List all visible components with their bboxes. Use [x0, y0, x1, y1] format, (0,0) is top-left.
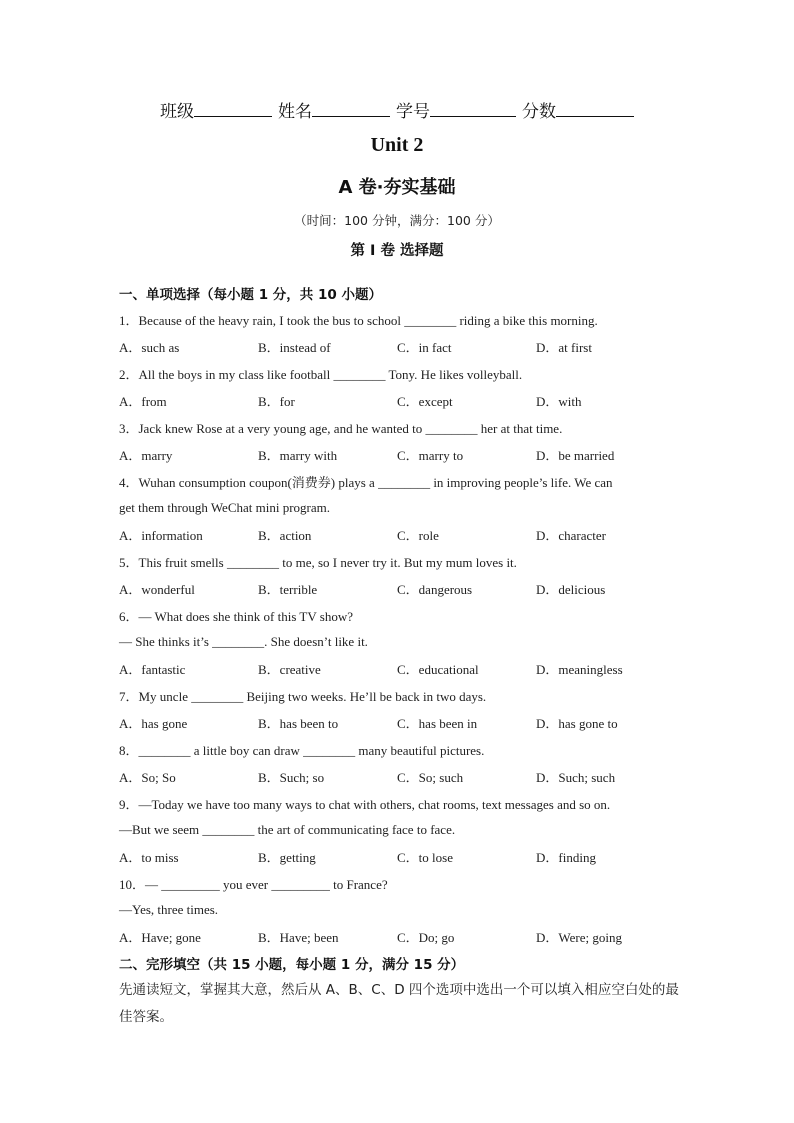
answer-option[interactable]: A．from — [119, 394, 167, 409]
question-item — [119, 307, 689, 361]
page-subtitle: A 卷·夯实基础 — [338, 177, 456, 198]
answer-options — [119, 334, 689, 361]
answer-option[interactable]: C．Do; go — [397, 930, 455, 945]
question-stem: 5．This fruit smells ________ to me, so I never try it. But my mum loves it. — [119, 555, 517, 570]
answer-option[interactable]: D．with — [536, 394, 582, 409]
question-item — [119, 737, 689, 791]
answer-option[interactable]: A．information — [119, 528, 203, 543]
question-item — [119, 791, 689, 871]
student-id-label: 学号 — [396, 102, 430, 122]
answer-option[interactable]: D．Such; such — [536, 770, 616, 785]
answer-option[interactable]: A．such as — [119, 340, 180, 355]
answer-option[interactable]: B．action — [258, 528, 312, 543]
answer-options — [119, 522, 689, 549]
question-stem: 6．— What does she think of this TV show? — [119, 609, 353, 624]
answer-option[interactable]: A．fantastic — [119, 662, 186, 677]
answer-option[interactable]: B．terrible — [258, 582, 318, 597]
name-field[interactable] — [312, 100, 390, 117]
answer-options — [119, 388, 689, 415]
question-item — [119, 549, 689, 603]
question-item — [119, 415, 689, 469]
score-field[interactable] — [556, 100, 634, 117]
answer-options — [119, 442, 689, 469]
answer-option[interactable]: B．Have; been — [258, 930, 339, 945]
answer-option[interactable]: A．marry — [119, 448, 173, 463]
time-note: （时间：100 分钟，满分：100 分） — [294, 213, 500, 228]
answer-option[interactable]: A．So; So — [119, 770, 176, 785]
answer-options — [119, 924, 689, 951]
question-stem: 4．Wuhan consumption coupon(消费券) plays a ________ in improving people’s life. We can — [119, 475, 613, 490]
question-item — [119, 469, 689, 549]
answer-option[interactable]: D．finding — [536, 850, 596, 865]
answer-option[interactable]: C．except — [397, 394, 453, 409]
volume-title: 第 I 卷 选择题 — [350, 243, 444, 259]
exam-content — [119, 283, 689, 1031]
answer-option[interactable]: C．So; such — [397, 770, 464, 785]
answer-option[interactable]: A．wonderful — [119, 582, 195, 597]
question-item — [119, 361, 689, 415]
page-title: Unit 2 — [370, 134, 424, 156]
answer-option[interactable]: C．to lose — [397, 850, 453, 865]
cloze-instruction: 先通读短文，掌握其大意，然后从 A、B、C、D 四个选项中选出一个可以填入相应空白处的最佳答案。 — [119, 982, 679, 1025]
answer-option[interactable]: C．educational — [397, 662, 479, 677]
question-item — [119, 683, 689, 737]
question-stem-continued: — She thinks it’s ________. She doesn’t like it. — [119, 634, 368, 649]
answer-option[interactable]: D．at first — [536, 340, 592, 355]
answer-option[interactable]: B．has been to — [258, 716, 339, 731]
answer-options — [119, 656, 689, 683]
answer-option[interactable]: D．delicious — [536, 582, 606, 597]
class-label: 班级 — [160, 102, 194, 122]
answer-option[interactable]: B．instead of — [258, 340, 331, 355]
question-list — [119, 307, 689, 951]
answer-options — [119, 844, 689, 871]
question-item — [119, 603, 689, 683]
question-stem-continued: get them through WeChat mini program. — [119, 500, 331, 515]
question-stem-continued: —Yes, three times. — [119, 902, 219, 917]
answer-option[interactable]: B．Such; so — [258, 770, 325, 785]
question-stem: 9．—Today we have too many ways to chat with others, chat rooms, text messages and so on. — [119, 797, 611, 812]
question-stem-continued: —But we seem ________ the art of communicating face to face. — [119, 822, 456, 837]
answer-option[interactable]: C．marry to — [397, 448, 464, 463]
answer-option[interactable]: C．has been in — [397, 716, 478, 731]
score-label: 分数 — [522, 102, 556, 122]
question-item — [119, 871, 689, 951]
answer-option[interactable]: A．to miss — [119, 850, 179, 865]
answer-option[interactable]: C．role — [397, 528, 439, 543]
question-stem: 3．Jack knew Rose at a very young age, and he wanted to ________ her at that time. — [119, 421, 563, 436]
answer-option[interactable]: B．creative — [258, 662, 321, 677]
answer-options — [119, 764, 689, 791]
question-stem: 10．— _________ you ever _________ to France? — [119, 877, 388, 892]
answer-option[interactable]: A．has gone — [119, 716, 188, 731]
answer-option[interactable]: D．meaningless — [536, 662, 623, 677]
question-stem: 2．All the boys in my class like football ________ Tony. He likes volleyball. — [119, 367, 523, 382]
class-field[interactable] — [194, 100, 272, 117]
question-stem: 8．________ a little boy can draw ________ many beautiful pictures. — [119, 743, 485, 758]
answer-option[interactable]: B．getting — [258, 850, 316, 865]
name-label: 姓名 — [278, 102, 312, 122]
question-stem: 7．My uncle ________ Beijing two weeks. He’ll be back in two days. — [119, 689, 487, 704]
student-info-line — [0, 97, 794, 122]
answer-option[interactable]: D．has gone to — [536, 716, 618, 731]
student-id-field[interactable] — [430, 100, 516, 117]
question-stem: 1．Because of the heavy rain, I took the bus to school ________ riding a bike this morning. — [119, 313, 598, 328]
answer-option[interactable]: B．for — [258, 394, 295, 409]
answer-options — [119, 710, 689, 737]
answer-options — [119, 576, 689, 603]
answer-option[interactable]: D．Were; going — [536, 930, 622, 945]
answer-option[interactable]: C．in fact — [397, 340, 452, 355]
section-heading-cloze: 二、完形填空（共 15 小题，每小题 1 分，满分 15 分） — [119, 957, 465, 973]
answer-option[interactable]: C．dangerous — [397, 582, 473, 597]
section-heading-single-choice: 一、单项选择（每小题 1 分，共 10 小题） — [119, 287, 382, 303]
answer-option[interactable]: B．marry with — [258, 448, 338, 463]
answer-option[interactable]: D．be married — [536, 448, 615, 463]
answer-option[interactable]: A．Have; gone — [119, 930, 201, 945]
answer-option[interactable]: D．character — [536, 528, 607, 543]
